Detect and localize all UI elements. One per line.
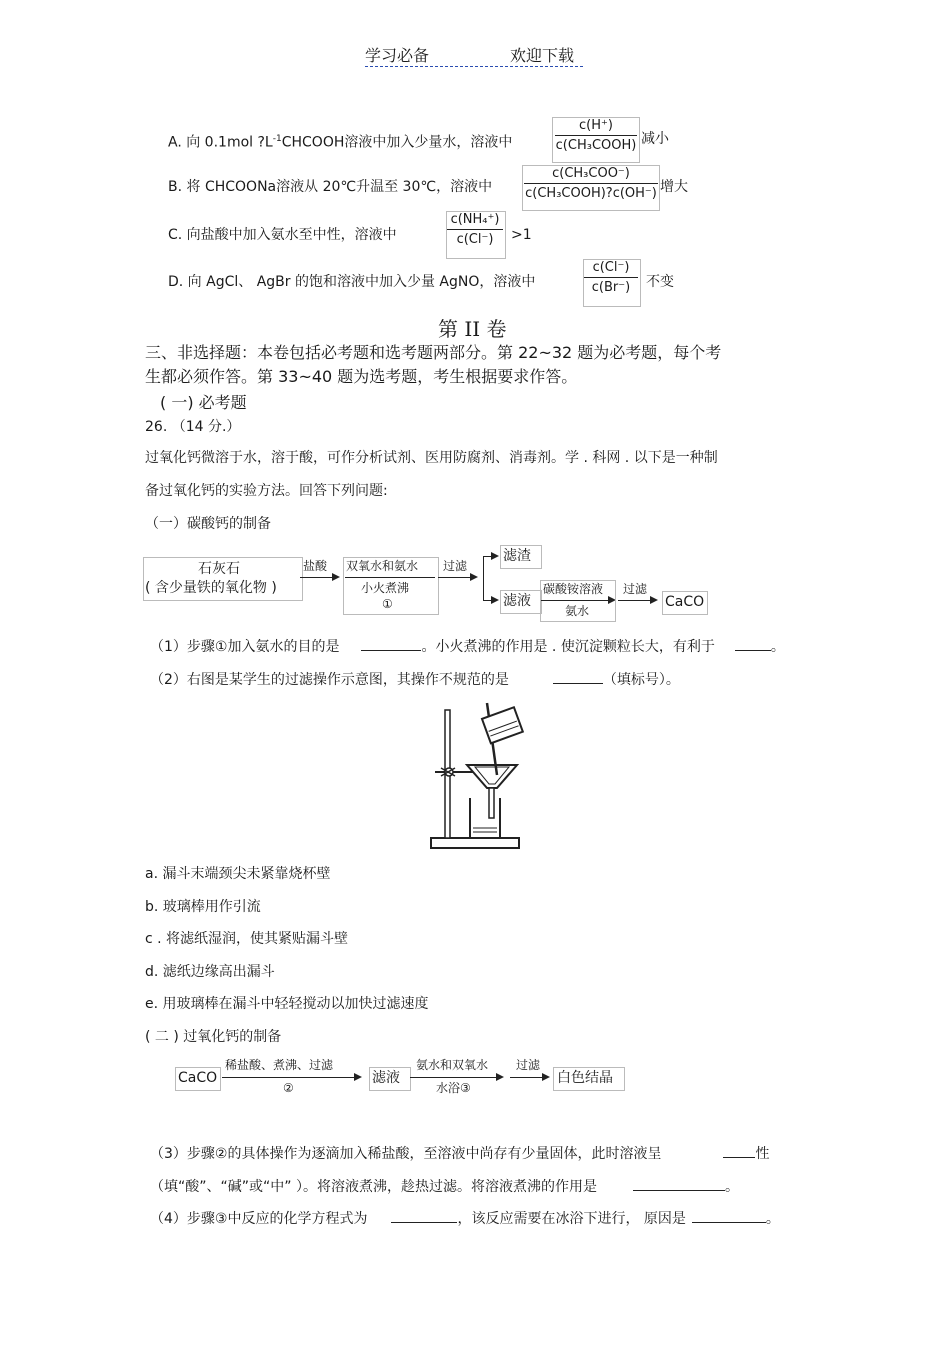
- flow1-step5: 过滤: [623, 582, 648, 596]
- option-d-fraction: [584, 259, 638, 296]
- header-left: 学习必备: [365, 46, 430, 65]
- q1-blank-2[interactable]: [735, 636, 771, 651]
- header-underline: [365, 66, 583, 67]
- flow1-residue: 滤渣: [503, 548, 531, 564]
- option-c: C. 向盐酸中加入氨水至中性，溶液中: [168, 227, 397, 243]
- option-a-denominator: c(CH₃COOH): [555, 138, 637, 153]
- flow1-step2-top: 双氧水和氨水: [346, 559, 419, 573]
- flow2-start: CaCO: [178, 1070, 218, 1086]
- flow1-end: CaCO: [665, 594, 705, 610]
- flow1-step4-bottom: 氨水: [565, 604, 590, 618]
- flow2-arrow-1: [222, 1077, 360, 1078]
- option-a: A. 向 0.1mol $?L^{-1}CHCOOH$溶液中加入少量水，溶液中: [168, 134, 513, 151]
- q2: （2）右图是某学生的过滤操作示意图，其操作不规范的是 （填标号）。: [150, 669, 680, 689]
- flow1-start-1: 石灰石: [198, 561, 240, 577]
- flow1-arrow-2: [438, 577, 476, 578]
- option-b: B. 将 CHCOONa溶液从 20℃升温至 30℃，溶液中: [168, 179, 493, 195]
- flow1-arrow-1: [300, 577, 338, 578]
- flow2-step2-top: 氨水和双氧水: [416, 1058, 489, 1072]
- flow1-arrow-filtrate: [483, 600, 497, 601]
- choice-a: a. 漏斗末端颈尖未紧靠烧杯壁: [145, 866, 331, 882]
- option-a-fraction: [555, 117, 637, 154]
- option-b-denominator: c(CH₃COOH)?c(OH⁻): [525, 186, 657, 201]
- flow2-mid: 滤液: [372, 1070, 400, 1086]
- option-d-denominator: c(Br⁻): [591, 280, 631, 295]
- flow1-step3: 过滤: [443, 559, 468, 573]
- flow2-step3: 过滤: [516, 1058, 541, 1072]
- option-a-numerator: c(H⁺): [579, 118, 613, 133]
- flow1-step2-number: ①: [382, 597, 393, 611]
- q2-blank[interactable]: [553, 669, 603, 684]
- choice-e: e. 用玻璃棒在漏斗中轻轻搅动以加快过滤速度: [145, 996, 429, 1012]
- section-intro-1: 三、非选择题：本卷包括必考题和选考题两部分。第 22~32 题为必考题，每个考: [145, 343, 722, 362]
- flow1-step2-bottom: 小火煮沸: [361, 581, 410, 595]
- option-b-numerator: c(CH₃COO⁻): [552, 166, 630, 181]
- flow2-arrow-2: [410, 1077, 502, 1078]
- flow1-step4-top: 碳酸铵溶液: [543, 582, 604, 596]
- flow2-arrow-3: [510, 1077, 548, 1078]
- option-c-tail: >1: [511, 227, 532, 243]
- option-c-numerator: c(NH₄⁺): [450, 212, 500, 227]
- q26-intro-2: 备过氧化钙的实验方法。回答下列问题:: [145, 483, 388, 499]
- option-c-fraction: [447, 211, 503, 248]
- flow1-start-2: ( 含少量铁的氧化物 ): [145, 580, 277, 596]
- q26-part1-title: （一）碳酸钙的制备: [145, 516, 271, 532]
- flow2-step1-top: 稀盐酸、煮沸、过滤: [225, 1058, 334, 1072]
- choice-d: d. 滤纸边缘高出漏斗: [145, 964, 275, 980]
- flow1-arrow-residue: [483, 556, 497, 557]
- subsection-title: ( 一) 必考题: [160, 393, 247, 412]
- option-b-tail: 增大: [660, 179, 688, 195]
- q26-head: 26. （14 分.）: [145, 419, 241, 435]
- flow2-end: 白色结晶: [557, 1070, 613, 1086]
- option-c-denominator: c(Cl⁻): [456, 232, 494, 247]
- q1-blank-1[interactable]: [361, 636, 421, 651]
- header-right: 欢迎下载: [510, 46, 575, 65]
- option-d-tail: 不变: [646, 274, 674, 290]
- q26-intro-1: 过氧化钙微溶于水，溶于酸，可作分析试剂、医用防腐剂、消毒剂。学 . 科网 . 以下是一种制: [145, 450, 718, 466]
- filtration-apparatus-illustration: [425, 700, 525, 852]
- flow1-filtrate: 滤液: [503, 593, 531, 609]
- q4-blank-1[interactable]: [391, 1208, 457, 1223]
- option-b-fraction: [524, 165, 658, 202]
- q1: （1）步骤①加入氨水的目的是 。小火煮沸的作用是 . 使沉淀颗粒长大，有利于 。: [150, 636, 785, 656]
- q4: （4）步骤③中反应的化学方程式为 ，该反应需要在冰浴下进行， 原因是 。: [150, 1208, 780, 1228]
- flow1-step1: 盐酸: [303, 559, 328, 573]
- q3-line-1: （3）步骤②的具体操作为逐滴加入稀盐酸，至溶液中尚存有少量固体，此时溶液呈 性: [150, 1143, 769, 1163]
- q4-blank-2[interactable]: [692, 1208, 766, 1223]
- option-a-tail: 减小: [641, 131, 669, 147]
- section-title: 第 II 卷: [438, 317, 507, 341]
- section-intro-2: 生都必须作答。第 33~40 题为选考题，考生根据要求作答。: [145, 367, 578, 386]
- q3-blank-1[interactable]: [723, 1143, 755, 1158]
- flow1-arrow-4: [618, 600, 656, 601]
- option-d: D. 向 AgCl、 AgBr 的饱和溶液中加入少量 AgNO，溶液中: [168, 274, 536, 290]
- flow2-step2-bottom: 水浴③: [436, 1081, 471, 1095]
- flow2-step1-number: ②: [283, 1081, 294, 1095]
- q3-blank-2[interactable]: [633, 1176, 725, 1191]
- q3-line-2: （填“酸”、“碱”或“中” ）。将溶液煮沸，趁热过滤。将溶液煮沸的作用是 。: [150, 1176, 739, 1196]
- option-d-numerator: c(Cl⁻): [592, 260, 630, 275]
- choice-c: c . 将滤纸湿润，使其紧贴漏斗壁: [145, 931, 349, 947]
- q26-part2-title: ( 二 ) 过氧化钙的制备: [145, 1029, 282, 1045]
- choice-b: b. 玻璃棒用作引流: [145, 899, 261, 915]
